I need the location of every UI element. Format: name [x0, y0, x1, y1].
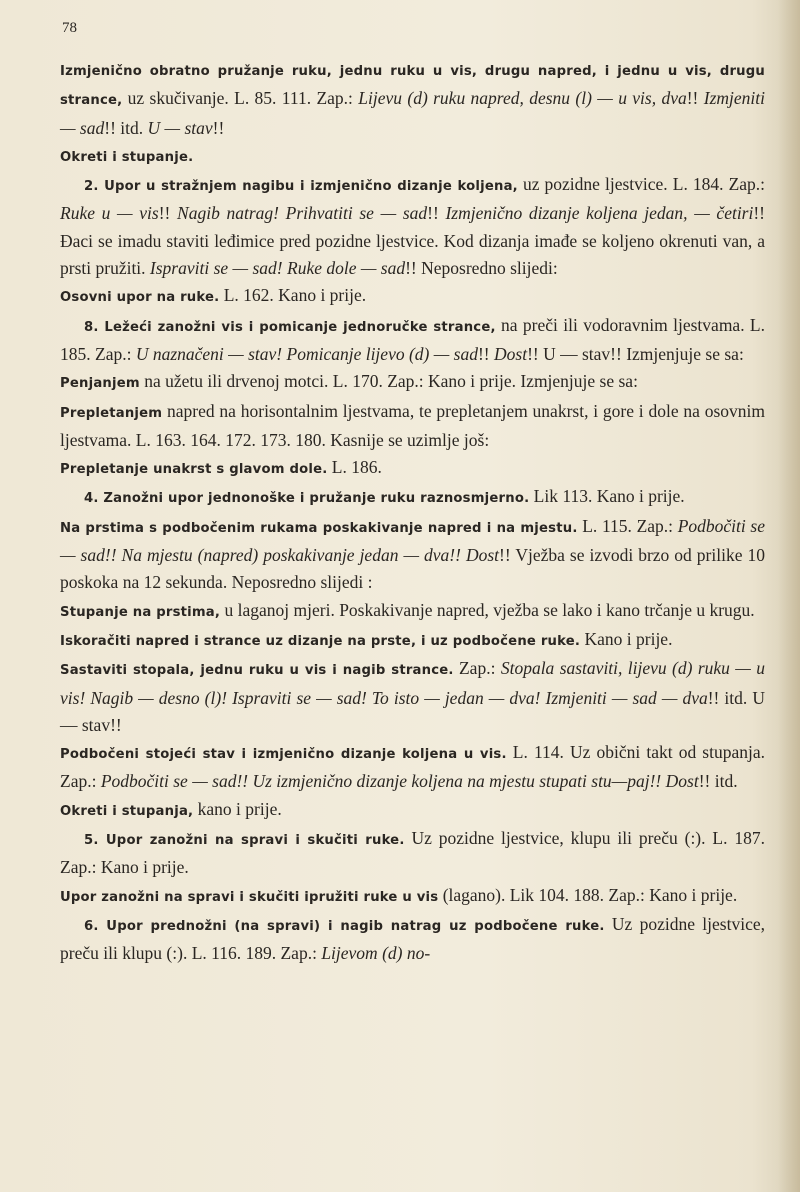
exercise-heading: Penjanjem — [60, 376, 140, 392]
exercise-heading: Upor zanožni na spravi i skučiti ipružiti ruke u vis — [60, 889, 439, 905]
exercise-heading: Sastaviti stopala, jednu ruku u vis i nagib strance. — [60, 663, 454, 679]
exercise-heading: Okreti i stupanje. — [60, 149, 194, 165]
paragraph: Osovni upor na ruke. L. 162. Kano i prije. — [60, 285, 367, 306]
paragraph: Prepletanjem napred na horisontalnim ljestvama, te prepletanjem unakrst, i gore i dole na osovnim ljestvama. L. 163. 164. 172. 173. 180. Kasnije se uzimlje još: — [60, 400, 765, 450]
exercise-heading: Podbočeni stojeći stav i izmjenično dizanje koljena u vis. — [60, 747, 507, 763]
paragraph: Penjanjem na užetu ili drvenoj motci. L. 170. Zap.: Kano i prije. Izmjenjuje se sa: — [60, 371, 638, 392]
paragraph: Izmjenično obratno pružanje ruku, jednu ruku u vis, drugu napred, i jednu u vis, drugu strance, uz skučivanje. L. 85. 111. Zap.: Lijevu (d) ruku napred, desnu (l) — u vis, dva!! Izmjeniti — sad!! itd. U — stav!! — [60, 64, 765, 138]
paragraph: Podbočeni stojeći stav i izmjenično dizanje koljena u vis. L. 114. Uz obični takt od stupanja. Zap.: Podbočiti se — sad!! Uz izmjenično dizanje koljena na mjestu stupati stu—paj!! Dost!! itd. — [60, 742, 765, 792]
exercise-heading: Okreti i stupanja, — [60, 803, 194, 819]
paragraph: 4. Zanožni upor jednonoške i pružanje ruku raznosmjerno. Lik 113. Kano i prije. — [84, 486, 685, 507]
exercise-heading: 4. Zanožni upor jednonoške i pružanje ruku raznosmjerno. — [84, 491, 530, 507]
paragraph: Prepletanje unakrst s glavom dole. L. 186. — [60, 457, 382, 478]
paragraph: Okreti i stupanja, kano i prije. — [60, 798, 282, 819]
exercise-heading: Osovni upor na ruke. — [60, 290, 220, 306]
page-number: 78 — [62, 20, 77, 36]
paragraph: Upor zanožni na spravi i skučiti ipružiti ruke u vis (lagano). Lik 104. 188. Zap.: Kano i prije. — [60, 884, 738, 905]
paragraph: 5. Upor zanožni na spravi i skučiti ruke. Uz pozidne ljestvice, klupu ili preču (:). L. 187. Zap.: Kano i prije. — [60, 828, 765, 878]
paragraph: 8. Ležeći zanožni vis i pomicanje jednoručke strance, na preči ili vodoravnim ljestvama. L. 185. Zap.: U naznačeni — stav! Pomicanje lijevo (d) — sad!! Dost!! U — stav!! Izmjenjuje se sa: — [60, 314, 765, 364]
exercise-heading: 2. Upor u stražnjem nagibu i izmjenično dizanje koljena, — [84, 179, 518, 195]
paragraph: Na prstima s podbočenim rukama poskakivanje napred i na mjestu. L. 115. Zap.: Podbočiti se — sad!! Na mjestu (napred) poskakivanje jedan — dva!! Dost!! Vježba se izvodi brzo od prilike 10 poskoka na 12 sekunda. Neposredno slijedi : — [60, 515, 765, 593]
paragraph: Sastaviti stopala, jednu ruku u vis i nagib strance. Zap.: Stopala sastaviti, lijevu (d) ruku — u vis! Nagib — desno (l)! Ispraviti se — sad! To isto — jedan — dva! Izmjeniti — sad — dva!! itd. U — stav!! — [60, 658, 765, 735]
exercise-heading: 8. Ležeći zanožni vis i pomicanje jednoručke strance, — [84, 319, 496, 335]
paragraph: 6. Upor prednožni (na spravi) i nagib natrag uz podbočene ruke. Uz pozidne ljestvice, preču ili klupu (:). L. 116. 189. Zap.: Lijevom (d) no- — [60, 913, 765, 964]
paragraph: 2. Upor u stražnjem nagibu i izmjenično dizanje koljena, uz pozidne ljestvice. L. 184. Zap.: Ruke u — vis!! Nagib natrag! Prihvatiti se — sad!! Izmjenično dizanje koljena jedan, — četiri!! Đaci se imadu staviti leđimice pred pozidne ljestvice. Kod dizanja imađe se koljeno okrenuti van, a prsti pružiti. Ispraviti se — sad! Ruke dole — sad!! Neposredno slijedi: — [60, 174, 766, 279]
page-text — [60, 56, 765, 968]
exercise-heading: Prepletanje unakrst s glavom dole. — [60, 462, 328, 478]
exercise-heading: Prepletanjem — [60, 405, 163, 421]
exercise-heading: Stupanje na prstima, — [60, 604, 221, 620]
exercise-heading: 5. Upor zanožni na spravi i skučiti ruke. — [84, 833, 405, 849]
paragraph — [60, 142, 765, 171]
exercise-heading: 6. Upor prednožni (na spravi) i nagib natrag uz podbočene ruke. — [84, 918, 605, 934]
exercise-heading: Na prstima s podbočenim rukama poskakivanje napred i na mjestu. — [60, 520, 578, 536]
exercise-heading: Iskoračiti napred i strance uz dizanje na prste, i uz podbočene ruke. — [60, 633, 581, 649]
paragraph: Iskoračiti napred i strance uz dizanje na prste, i uz podbočene ruke. Kano i prije. — [60, 628, 673, 649]
paragraph: Stupanje na prstima, u laganoj mjeri. Poskakivanje napred, vježba se lako i kano trčanje u krugu. — [60, 599, 755, 620]
exercise-heading: Izmjenično obratno pružanje ruku, jednu ruku u vis, drugu napred, i jednu u vis, drugu strance, — [60, 64, 765, 109]
page-edge-shadow — [778, 0, 800, 1192]
